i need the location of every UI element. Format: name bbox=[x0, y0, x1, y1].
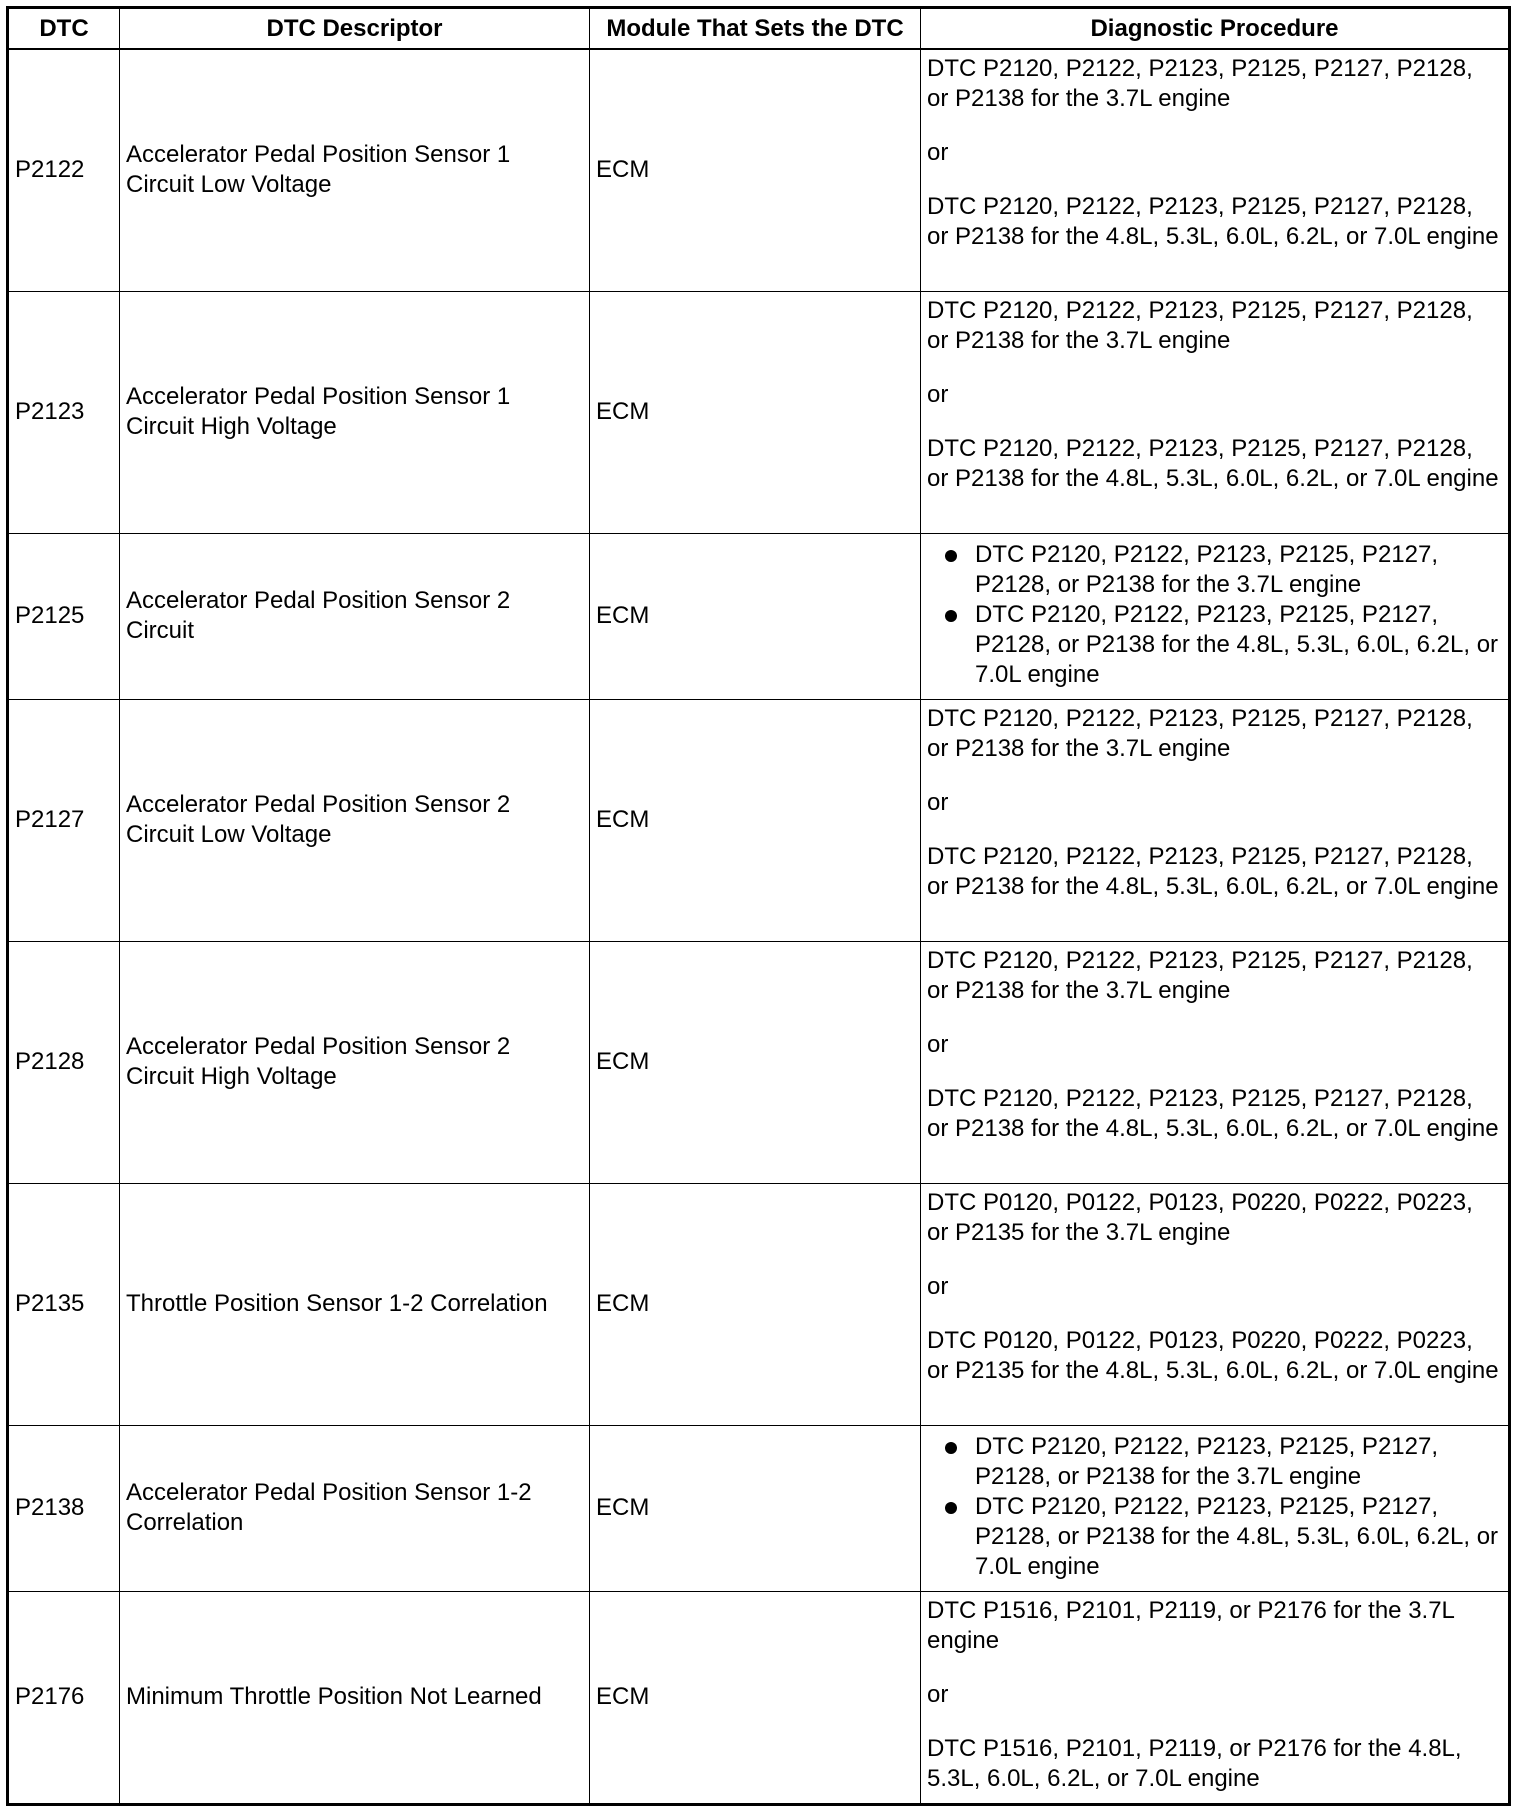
bullet-icon bbox=[945, 1442, 957, 1454]
table-row bbox=[8, 291, 1510, 533]
procedure-bullet-item[interactable] bbox=[927, 1492, 1500, 1582]
procedure-link-v8[interactable]: DTC P2120, P2122, P2123, P2125, P2127, P2128, or P2138 for the 4.8L, 5.3L, 6.0L, 6.2L, or 7.0L engine bbox=[927, 1084, 1499, 1142]
bullet-icon bbox=[945, 550, 957, 562]
module-name: ECM bbox=[590, 291, 921, 533]
table-header bbox=[8, 8, 1510, 50]
dtc-descriptor: Accelerator Pedal Position Sensor 1-2 Correlation bbox=[120, 1425, 590, 1591]
procedure-link-v8[interactable]: DTC P2120, P2122, P2123, P2125, P2127, P2128, or P2138 for the 4.8L, 5.3L, 6.0L, 6.2L, or 7.0L engine bbox=[927, 842, 1499, 900]
procedure-link-3.7l[interactable]: DTC P2120, P2122, P2123, P2125, P2127, P2128, or P2138 for the 3.7L engine bbox=[927, 704, 1473, 762]
dtc-code: P2122 bbox=[8, 49, 120, 291]
table-row bbox=[8, 1591, 1510, 1804]
procedure-or: or bbox=[927, 380, 949, 408]
diagnostic-procedure bbox=[921, 941, 1510, 1183]
procedure-link-v8[interactable]: DTC P2120, P2122, P2123, P2125, P2127, P2128, or P2138 for the 4.8L, 5.3L, 6.0L, 6.2L, or 7.0L engine bbox=[975, 1492, 1499, 1580]
dtc-code: P2128 bbox=[8, 941, 120, 1183]
module-name: ECM bbox=[590, 533, 921, 699]
dtc-descriptor: Minimum Throttle Position Not Learned bbox=[120, 1591, 590, 1804]
dtc-descriptor: Accelerator Pedal Position Sensor 1 Circuit Low Voltage bbox=[120, 49, 590, 291]
procedure-link-3.7l[interactable]: DTC P2120, P2122, P2123, P2125, P2127, P2128, or P2138 for the 3.7L engine bbox=[927, 296, 1473, 354]
module-name: ECM bbox=[590, 1425, 921, 1591]
module-name: ECM bbox=[590, 49, 921, 291]
dtc-descriptor: Accelerator Pedal Position Sensor 1 Circuit High Voltage bbox=[120, 291, 590, 533]
dtc-descriptor: Accelerator Pedal Position Sensor 2 Circuit bbox=[120, 533, 590, 699]
procedure-or: or bbox=[927, 788, 949, 816]
header-descriptor: DTC Descriptor bbox=[120, 8, 590, 50]
diagnostic-procedure bbox=[921, 533, 1510, 699]
procedure-link-v8[interactable]: DTC P2120, P2122, P2123, P2125, P2127, P2128, or P2138 for the 4.8L, 5.3L, 6.0L, 6.2L, or 7.0L engine bbox=[927, 193, 1499, 250]
module-name: ECM bbox=[590, 1591, 921, 1804]
procedure-bullet-list bbox=[927, 540, 1500, 690]
dtc-descriptor: Accelerator Pedal Position Sensor 2 Circuit Low Voltage bbox=[120, 699, 590, 941]
table-row bbox=[8, 699, 1510, 941]
diagnostic-procedure bbox=[921, 291, 1510, 533]
table-row bbox=[8, 1183, 1510, 1425]
procedure-bullet-list bbox=[927, 1432, 1500, 1582]
diagnostic-procedure bbox=[921, 699, 1510, 941]
dtc-code: P2138 bbox=[8, 1425, 120, 1591]
procedure-link-3.7l[interactable]: DTC P2120, P2122, P2123, P2125, P2127, P2128, or P2138 for the 3.7L engine bbox=[975, 1432, 1438, 1490]
dtc-code: P2123 bbox=[8, 291, 120, 533]
procedure-bullet-item[interactable] bbox=[927, 540, 1500, 600]
procedure-or: or bbox=[927, 1272, 949, 1300]
table-body bbox=[8, 49, 1510, 1804]
procedure-link-3.7l[interactable]: DTC P0120, P0122, P0123, P0220, P0222, P0223, or P2135 for the 3.7L engine bbox=[927, 1188, 1473, 1246]
table-row bbox=[8, 1425, 1510, 1591]
dtc-code: P2127 bbox=[8, 699, 120, 941]
procedure-link-3.7l[interactable]: DTC P2120, P2122, P2123, P2125, P2127, P2128, or P2138 for the 3.7L engine bbox=[927, 946, 1473, 1004]
dtc-code: P2125 bbox=[8, 533, 120, 699]
procedure-link-v8[interactable]: DTC P2120, P2122, P2123, P2125, P2127, P2128, or P2138 for the 4.8L, 5.3L, 6.0L, 6.2L, or 7.0L engine bbox=[927, 434, 1499, 492]
procedure-or: or bbox=[927, 1030, 949, 1058]
dtc-descriptor: Accelerator Pedal Position Sensor 2 Circuit High Voltage bbox=[120, 941, 590, 1183]
module-name: ECM bbox=[590, 941, 921, 1183]
table-row bbox=[8, 941, 1510, 1183]
dtc-code: P2135 bbox=[8, 1183, 120, 1425]
module-name: ECM bbox=[590, 699, 921, 941]
procedure-link-v8[interactable]: DTC P1516, P2101, P2119, or P2176 for the 4.8L, 5.3L, 6.0L, 6.2L, or 7.0L engine bbox=[927, 1734, 1462, 1792]
dtc-descriptor: Throttle Position Sensor 1-2 Correlation bbox=[120, 1183, 590, 1425]
bullet-icon bbox=[945, 610, 957, 622]
procedure-link-3.7l[interactable]: DTC P2120, P2122, P2123, P2125, P2127, P2128, or P2138 for the 3.7L engine bbox=[975, 540, 1438, 598]
diagnostic-procedure bbox=[921, 49, 1510, 291]
procedure-link-3.7l[interactable]: DTC P1516, P2101, P2119, or P2176 for the 3.7L engine bbox=[927, 1596, 1455, 1654]
procedure-link-v8[interactable]: DTC P2120, P2122, P2123, P2125, P2127, P2128, or P2138 for the 4.8L, 5.3L, 6.0L, 6.2L, or 7.0L engine bbox=[975, 600, 1499, 688]
procedure-or: or bbox=[927, 1680, 949, 1708]
bullet-icon bbox=[945, 1502, 957, 1514]
dtc-table-sheet bbox=[6, 6, 1508, 1806]
procedure-bullet-item[interactable] bbox=[927, 1432, 1500, 1492]
header-procedure: Diagnostic Procedure bbox=[921, 8, 1510, 50]
header-module: Module That Sets the DTC bbox=[590, 8, 921, 50]
diagnostic-procedure bbox=[921, 1591, 1510, 1804]
procedure-link-3.7l[interactable]: DTC P2120, P2122, P2123, P2125, P2127, P2128, or P2138 for the 3.7L engine bbox=[927, 55, 1473, 112]
header-row bbox=[8, 8, 1510, 50]
dtc-code: P2176 bbox=[8, 1591, 120, 1804]
procedure-bullet-item[interactable] bbox=[927, 600, 1500, 690]
table-row bbox=[8, 533, 1510, 699]
header-dtc: DTC bbox=[8, 8, 120, 50]
diagnostic-procedure bbox=[921, 1183, 1510, 1425]
dtc-table bbox=[6, 6, 1511, 1806]
table-row bbox=[8, 49, 1510, 291]
procedure-link-v8[interactable]: DTC P0120, P0122, P0123, P0220, P0222, P0223, or P2135 for the 4.8L, 5.3L, 6.0L, 6.2L, or 7.0L engine bbox=[927, 1326, 1499, 1384]
procedure-or: or bbox=[927, 139, 949, 166]
diagnostic-procedure bbox=[921, 1425, 1510, 1591]
module-name: ECM bbox=[590, 1183, 921, 1425]
